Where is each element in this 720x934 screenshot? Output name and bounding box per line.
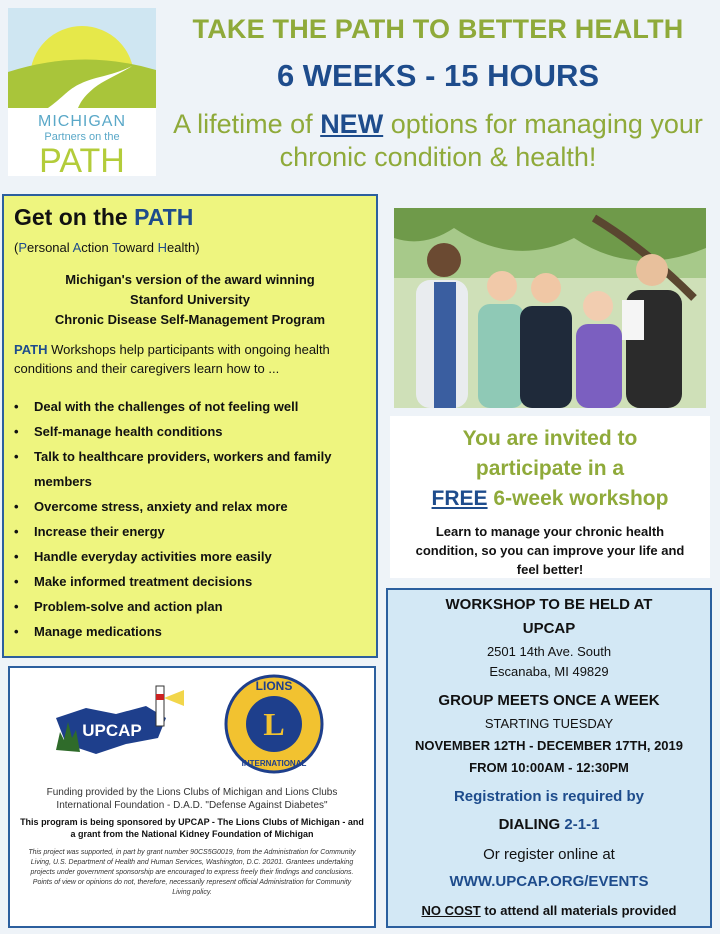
get-on-path-title <box>14 204 193 231</box>
program-line: Stanford University <box>130 292 250 307</box>
free-label: FREE <box>431 487 488 510</box>
program-line: Michigan's version of the award winning <box>65 272 315 287</box>
tagline-pre: A lifetime of <box>173 109 321 139</box>
workshop-time: FROM 10:00AM - 12:30PM <box>469 760 629 775</box>
tagline-post: options for managing your chronic condition & health! <box>279 109 703 172</box>
list-item: • Deal with the challenges of not feeling well <box>12 394 368 419</box>
acr-6: oward <box>118 240 158 255</box>
phone-number[interactable]: 2-1-1 <box>564 816 600 833</box>
invitation-description: Learn to manage your chronic health condition, so you can improve your life and feel better! <box>415 524 685 577</box>
list-item: • Increase their energy <box>12 519 368 544</box>
list-item: • Overcome stress, anxiety and relax more <box>12 494 368 519</box>
program-description <box>4 270 376 330</box>
seniors-photo <box>394 208 706 408</box>
logo-michigan: MICHIGAN <box>38 113 126 130</box>
list-item: • Talk to healthcare providers, workers and family members <box>12 444 368 494</box>
sponsor-box <box>8 666 376 928</box>
invite-line3 <box>390 484 710 514</box>
invite-line2: participate in a <box>475 457 625 480</box>
duration: 6 WEEKS - 15 HOURS <box>276 58 600 93</box>
path-logo <box>8 8 156 176</box>
list-item: • Problem-solve and action plan <box>12 594 368 619</box>
no-cost: NO COST <box>421 903 481 918</box>
logo-partners: Partners on the <box>44 131 120 143</box>
logo-path: PATH <box>39 142 125 176</box>
lions-top-text: LIONS <box>255 679 293 693</box>
invite-line3-rest: 6-week workshop <box>487 487 669 510</box>
path-logo-graphic <box>8 8 156 176</box>
workshop-intro <box>14 340 364 378</box>
lions-letter: L <box>263 706 285 742</box>
start-day: STARTING TUESDAY <box>484 716 614 731</box>
workshop-address2: Escanaba, MI 49829 <box>489 664 609 679</box>
invite-line1: You are invited to <box>462 427 638 450</box>
workshop-dates: NOVEMBER 12TH - DECEMBER 17TH, 2019 <box>414 738 683 753</box>
lions-bottom-text: INTERNATIONAL <box>241 759 307 768</box>
meeting-frequency: GROUP MEETS ONCE A WEEK <box>438 692 660 709</box>
workshop-venue: UPCAP <box>522 620 576 637</box>
program-info-box <box>2 194 378 658</box>
cost-rest: to attend all materials provided <box>480 903 677 918</box>
dialing-pre: DIALING <box>498 816 565 833</box>
online-note: Or register online at <box>483 846 615 863</box>
registration-url[interactable]: WWW.UPCAP.ORG/EVENTS <box>449 873 649 890</box>
title-pre: Get on the <box>14 204 135 230</box>
invitation-heading <box>390 424 710 514</box>
funding-note: Funding provided by the Lions Clubs of Michigan and Lions Clubs International Foundation - D.A.D. "Defense Against Diabetes" <box>46 787 338 811</box>
acr-8: ealth) <box>167 240 200 255</box>
acr-0: ( <box>14 240 19 255</box>
acr-2: ersonal <box>27 240 73 255</box>
benefits-list <box>12 394 368 644</box>
lions-logo <box>222 672 326 776</box>
intro-path: PATH <box>14 342 48 357</box>
seniors-photo-illustration <box>394 208 706 408</box>
acr-t: T <box>112 240 119 255</box>
invitation-box <box>390 416 710 578</box>
acr-4: ction <box>81 240 113 255</box>
title-path: PATH <box>134 204 194 230</box>
workshop-heading: WORKSHOP TO BE HELD AT <box>445 596 653 613</box>
grant-disclaimer: This project was supported, in part by grant number 90CS5G0019, from the Administration for Community Living, U.S. Department of Health and Human Services, Washington, D.C. 20201. Grantees undertaking projects under government sponsorship are encouraged to express freely their findings and conclusions. Points of view or opinions do not, therefore, necessarily represent official Administration for Community Living policy. <box>28 849 356 896</box>
acr-p: P <box>18 240 28 255</box>
upcap-logo <box>46 678 186 768</box>
tagline-new: NEW <box>320 109 384 139</box>
acr-a: A <box>72 240 82 255</box>
list-item: • Self-manage health conditions <box>12 419 368 444</box>
sponsorship-note: This program is being sponsored by UPCAP - The Lions Clubs of Michigan - and a grant from the National Kidney Foundation of Michigan <box>20 817 364 839</box>
path-acronym <box>14 240 200 255</box>
tagline <box>166 108 710 174</box>
list-item: • Handle everyday activities more easily <box>12 544 368 569</box>
list-item: • Manage medications <box>12 619 368 644</box>
headline: TAKE THE PATH TO BETTER HEALTH <box>192 14 684 44</box>
intro-rest: Workshops help participants with ongoing health conditions and their caregivers learn how to ... <box>14 342 330 376</box>
workshop-details-box <box>386 588 712 928</box>
acr-h: H <box>157 240 167 255</box>
registration-note: Registration is required by <box>453 788 645 805</box>
workshop-address1: 2501 14th Ave. South <box>486 644 612 659</box>
upcap-text: UPCAP <box>82 721 142 740</box>
dialing-info <box>388 816 710 833</box>
list-item: • Make informed treatment decisions <box>12 569 368 594</box>
program-line: Chronic Disease Self-Management Program <box>54 312 326 327</box>
cost-note <box>388 903 710 918</box>
